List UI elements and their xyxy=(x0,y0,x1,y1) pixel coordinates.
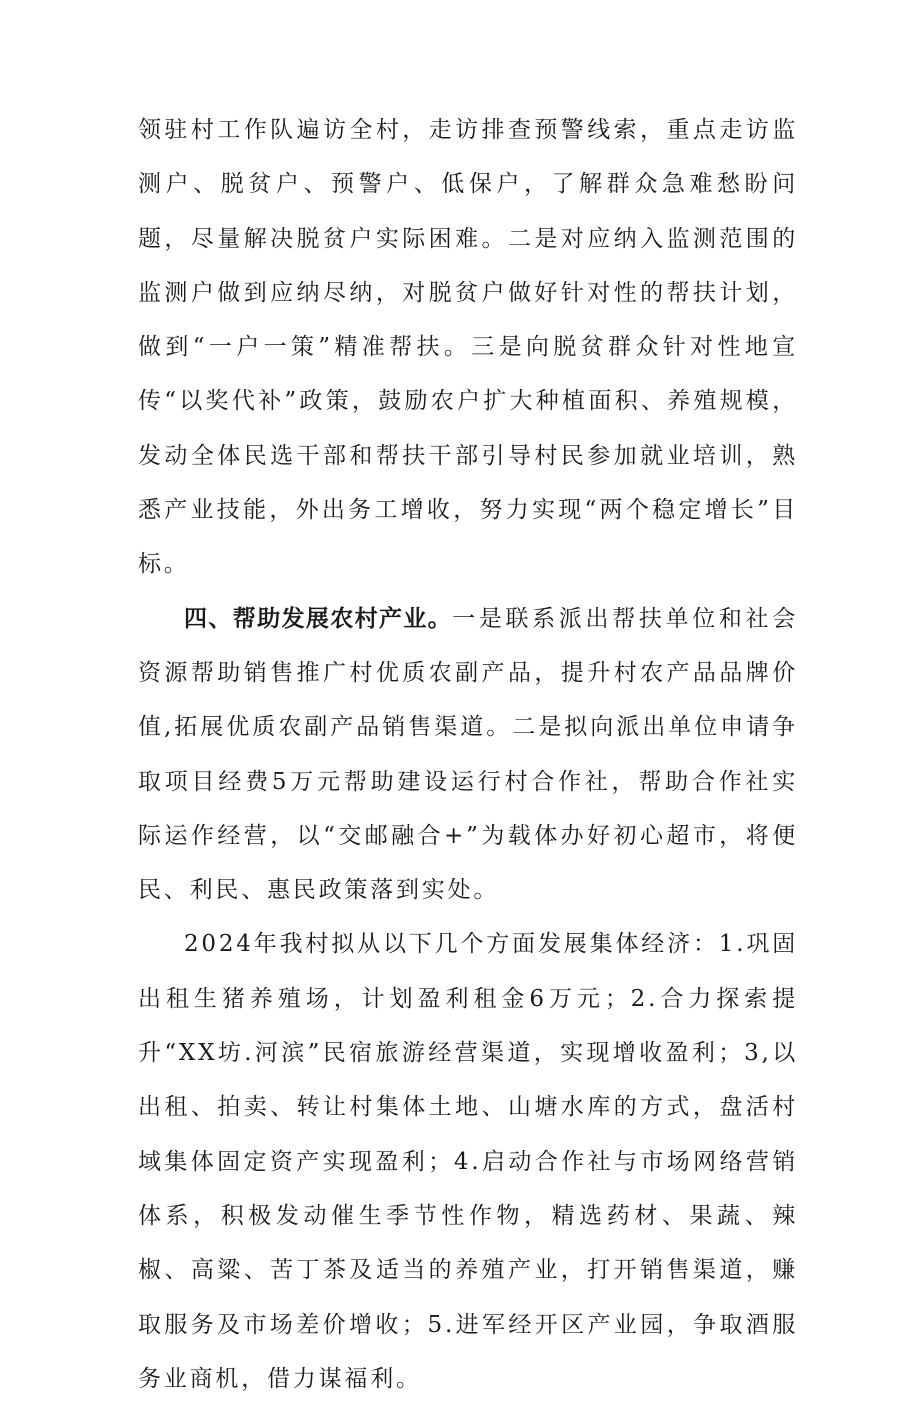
section-heading: 四、帮助发展农村产业。 xyxy=(184,605,453,632)
paragraph-rural-industry xyxy=(138,592,798,918)
paragraph-collective-economy xyxy=(138,917,798,1406)
paragraph-text: 一是联系派出帮扶单位和社会资源帮助销售推广村优质农副产品，提升村农产品品牌价值,拓展优质农副产品销售渠道。二是拟向派出单位申请争取项目经费5万元帮助建设运行村合作社，帮助合作社实际运作经营，以“交邮融合+”为载体办好初心超市，将便民、利民、惠民政策落到实处。 xyxy=(138,605,799,904)
paragraph-text: 2024年我村拟从以下几个方面发展集体经济：1.巩固出租生猪养殖场，计划盈利租金6万元；2.合力探索提升“XX坊.河滨”民宿旅游经营渠道，实现增收盈利；3,以出租、拍卖、转让村集体土地、山塘水库的方式，盘活村域集体固定资产实现盈利；4.启动合作社与市场网络营销体系，积极发动催生季节性作物，精选药材、果蔬、辣椒、高粱、苦丁茶及适当的养殖产业，打开销售渠道，赚取服务及市场差价增收；5.进军经开区产业园，争取酒服务业商机，借力谋福利。 xyxy=(138,931,798,1392)
paragraph-text: 领驻村工作队遍访全村，走访排查预警线索，重点走访监测户、脱贫户、预警户、低保户，了解群众急难愁盼问题，尽量解决脱贫户实际困难。二是对应纳入监测范围的监测户做到应纳尽纳，对脱贫户做好针对性的帮扶计划，做到“一户一策”精准帮扶。三是向脱贫群众针对性地宣传“以奖代补”政策，鼓励农户扩大种植面积、养殖规模，发动全体民选干部和帮扶干部引导村民参加就业培训，熟悉产业技能，外出务工增收，努力实现“两个稳定增长”目标。 xyxy=(138,117,798,578)
document-body xyxy=(138,103,798,1406)
paragraph-poverty-monitoring xyxy=(138,103,798,592)
